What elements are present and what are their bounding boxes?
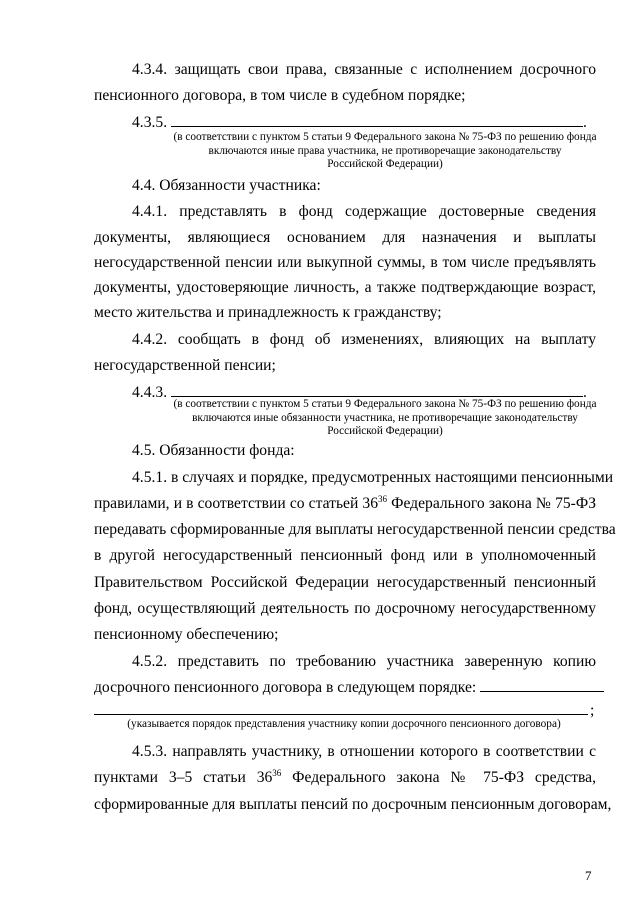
text-run: Федерального закона № 75-ФЗ: [387, 495, 597, 512]
paragraph-4-4-1-line-4: документы, удостоверяющие личность, а также подтверждающие возраст,: [94, 279, 596, 296]
paragraph-4-4-1-line-3: негосударственной пенсии или выкупной суммы, в том числе предъявлять: [94, 254, 596, 271]
paragraph-4-5-3-line-3: сформированные для выплаты пенсий по досрочным пенсионным договорам,: [94, 796, 612, 813]
paragraph-4-4-2-line-2: негосударственной пенсии;: [94, 357, 276, 374]
fill-in-blank-line: [94, 714, 588, 715]
item-end: .: [583, 114, 587, 131]
paragraph-4-5-1-line-2: [94, 494, 596, 514]
section-4-5-title: 4.5. Обязанности фонда:: [132, 442, 295, 459]
footnote-line: включаются иные обязанности участника, не противоречащие законодательству: [192, 411, 578, 424]
paragraph-4-3-4-line-2: пенсионного договора, в том числе в судебном порядке;: [94, 87, 466, 104]
item-number: 4.3.5.: [132, 114, 168, 131]
footnote-line: Российской Федерации): [327, 158, 443, 170]
footnote-line: включаются иные права участника, не противоречащие законодательству: [208, 144, 562, 157]
item-number: 4.4.3.: [132, 384, 168, 401]
text-run: Федерального закона № 75-ФЗ средства,: [281, 769, 596, 786]
paragraph-4-5-3-line-1: 4.5.3. направлять участнику, в отношении которого в соответствии с: [132, 743, 596, 760]
footnote-4-5-2: (указывается порядок представления участнику копии досрочного пенсионного договора): [127, 718, 561, 730]
paragraph-4-5-3-line-2: [94, 768, 596, 788]
footnote-line: (в соответствии с пунктом 5 статьи 9 Федерального закона № 75-ФЗ по решению фонда: [173, 398, 597, 410]
footnote-4-4-3: [170, 398, 600, 439]
paragraph-4-5-1-line-1: 4.5.1. в случаях и порядке, предусмотренных настоящими пенсионными: [132, 469, 614, 486]
paragraph-4-4-1-line-1: 4.4.1. представлять в фонд содержащие достоверные сведения: [132, 203, 596, 220]
paragraph-4-5-1-line-5: Правительством Российской Федерации негосударственный пенсионный: [94, 574, 596, 591]
fill-in-blank: [171, 113, 583, 127]
item-end: ;: [590, 702, 595, 719]
paragraph-4-5-2-line-1: 4.5.2. представить по требованию участника заверенную копию: [132, 653, 596, 670]
paragraph-4-4-1-line-2: документы, являющиеся основанием для назначения и выплаты: [94, 229, 596, 246]
footnote-line: (в соответствии с пунктом 5 статьи 9 Федерального закона № 75-ФЗ по решению фонда: [173, 131, 597, 143]
fill-in-blank: [480, 678, 604, 692]
paragraph-4-5-1-line-4: в другой негосударственный пенсионный фонд или в уполномоченный: [94, 547, 596, 564]
footnote-4-3-5: [170, 131, 600, 172]
paragraph-4-4-2-line-1: 4.4.2. сообщать в фонд об изменениях, влияющих на выплату: [132, 331, 596, 348]
text-run: правилами, и в соответствии со статьей 36: [94, 495, 379, 512]
fill-in-blank: [171, 383, 583, 397]
item-end: .: [583, 384, 587, 401]
paragraph-4-5-1-line-7: пенсионному обеспечению;: [94, 626, 279, 643]
paragraph-4-5-2-line-2: [94, 678, 596, 698]
paragraph-4-5-1-line-6: фонд, осуществляющий деятельность по досрочному негосударственному: [94, 600, 596, 617]
page-number: 7: [585, 868, 592, 883]
paragraph-4-5-1-line-3: передавать сформированные для выплаты негосударственной пенсии средства: [94, 521, 616, 538]
paragraph-4-3-4-line-1: 4.3.4. защищать свои права, связанные с исполнением досрочного: [132, 61, 596, 78]
superscript: 36: [378, 494, 388, 504]
text-run: пунктами 3–5 статьи 36: [94, 769, 273, 786]
footnote-line: Российской Федерации): [327, 425, 443, 437]
paragraph-4-4-1-line-5: место жительства и принадлежность к гражданству;: [94, 304, 442, 321]
superscript: 36: [272, 768, 282, 778]
section-4-4-title: 4.4. Обязанности участника:: [132, 177, 321, 194]
paragraph-4-3-5: [132, 113, 596, 133]
text-run: досрочного пенсионного договора в следующем порядке:: [94, 679, 477, 696]
